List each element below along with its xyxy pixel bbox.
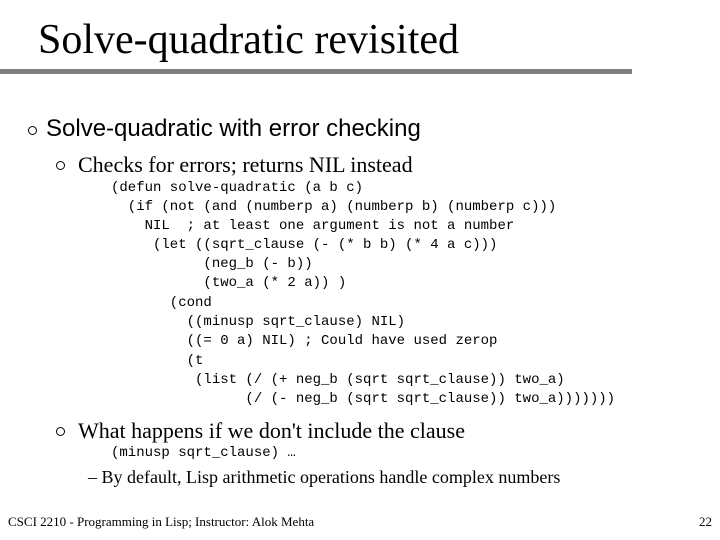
code-line: (two_a (* 2 a)) ) bbox=[111, 275, 347, 291]
code-inline-clause: (minusp sqrt_clause) … bbox=[111, 445, 296, 461]
footer-course: CSCI 2210 - Programming in Lisp; Instructor: Alok Mehta bbox=[8, 514, 315, 529]
code-line: (neg_b (- b)) bbox=[111, 256, 313, 272]
code-line: (let ((sqrt_clause (- (* b b) (* 4 a c))) bbox=[111, 237, 498, 253]
code-line: (list (/ (+ neg_b (sqrt sqrt_clause)) two_a) bbox=[111, 372, 565, 388]
code-line: ((minusp sqrt_clause) NIL) bbox=[111, 314, 406, 330]
slide-title: Solve-quadratic revisited bbox=[38, 17, 460, 63]
sub-bullet-errors: Checks for errors; returns NIL instead bbox=[78, 152, 413, 177]
code-line: (if (not (and (numberp a) (numberp b) (numberp c))) bbox=[111, 199, 557, 215]
code-line: NIL ; at least one argument is not a number bbox=[111, 218, 515, 234]
bullet-icon bbox=[56, 161, 65, 170]
code-line: (defun solve-quadratic (a b c) bbox=[111, 180, 364, 196]
code-line: ((= 0 a) NIL) ; Could have used zerop bbox=[111, 333, 498, 349]
code-line: (t bbox=[111, 353, 204, 369]
page-number: 22 bbox=[699, 514, 712, 529]
dash-item: – By default, Lisp arithmetic operations handle complex numbers bbox=[88, 467, 561, 487]
code-line: (/ (- neg_b (sqrt sqrt_clause)) two_a))))))) bbox=[111, 391, 616, 407]
code-line: (cond bbox=[111, 295, 212, 311]
title-underline bbox=[0, 69, 632, 74]
bullet-level1: Solve-quadratic with error checking bbox=[46, 115, 421, 142]
sub-bullet-question: What happens if we don't include the clause bbox=[78, 418, 465, 443]
bullet-icon bbox=[56, 427, 65, 436]
bullet-icon bbox=[28, 126, 37, 135]
